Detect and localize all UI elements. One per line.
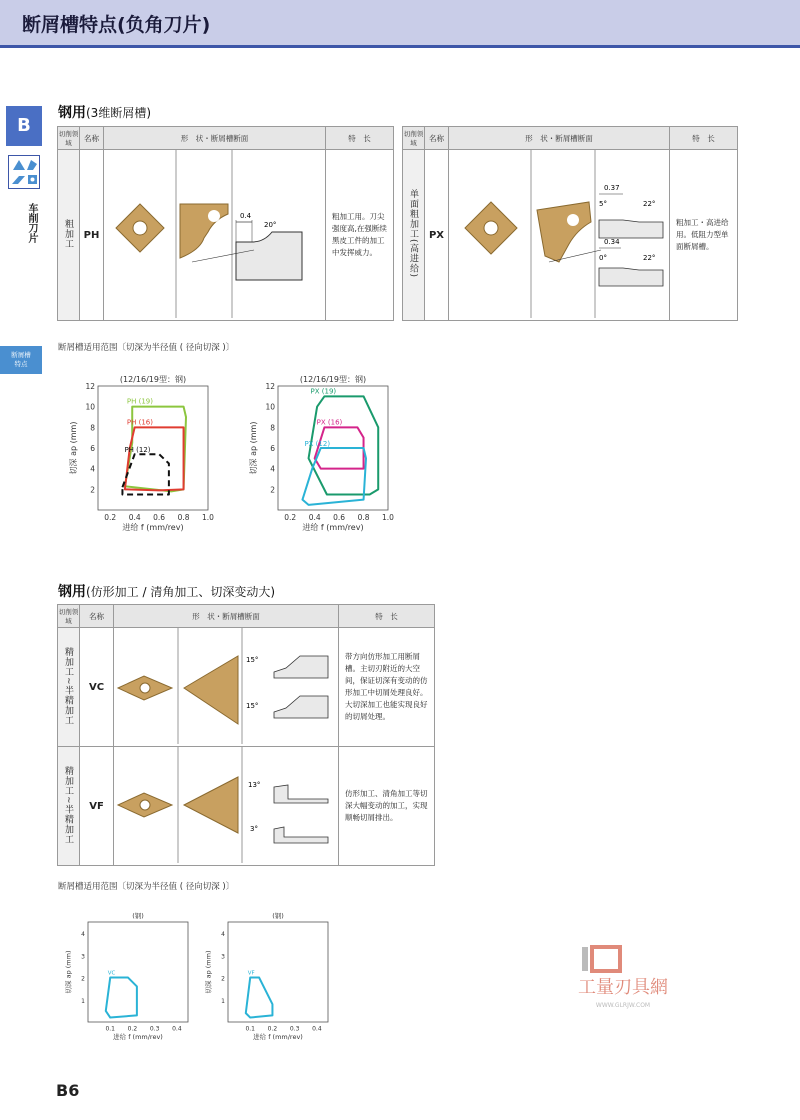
x-tick-label: 0.8 xyxy=(177,513,190,522)
series-label: PX (16) xyxy=(316,418,343,427)
series-label: PH (12) xyxy=(124,446,151,455)
vf-ang1: 13° xyxy=(248,781,261,789)
plot-frame xyxy=(98,386,208,510)
th-feature: 特 长 xyxy=(326,127,394,150)
ph-shape-figure xyxy=(104,150,325,318)
y-tick-label: 4 xyxy=(90,464,95,474)
section1-title xyxy=(58,102,151,122)
section1-title-main: 钢用 xyxy=(58,105,86,121)
x-tick-label: 0.6 xyxy=(333,513,346,522)
y-tick-label: 1 xyxy=(81,997,85,1005)
cell-shape xyxy=(114,628,339,747)
chart-title: (12/16/19型：钢) xyxy=(119,375,187,384)
vf-insert-closeup-icon xyxy=(184,777,238,833)
px-insert-icon xyxy=(465,202,517,254)
x-tick-label: 0.1 xyxy=(245,1025,255,1033)
side-tab-chipbreaker-label: 断屑槽特点 xyxy=(11,351,31,368)
x-tick-label: 1.0 xyxy=(382,513,394,522)
y-tick-label: 4 xyxy=(221,931,225,939)
side-tab-chipbreaker[interactable] xyxy=(0,346,42,374)
ph-dim-label: 0.4 xyxy=(240,212,252,220)
series-label: PH (16) xyxy=(126,418,153,427)
x-tick-label: 0.1 xyxy=(105,1025,115,1033)
px-feature: 粗加工・高进给用。低阻力型单面断屑槽。 xyxy=(670,150,738,321)
watermark xyxy=(548,945,698,1015)
px-ang2b: 22° xyxy=(643,254,656,262)
cell-shape xyxy=(449,150,670,321)
x-tick-label: 0.4 xyxy=(172,1025,182,1033)
field-label: 精加工~半精加工 xyxy=(63,765,73,845)
x-tick-label: 0.8 xyxy=(357,513,370,522)
x-tick-label: 0.2 xyxy=(104,513,117,522)
th-field: 切削领域 xyxy=(403,127,425,150)
px-insert-closeup-icon xyxy=(537,202,591,262)
section1-subtitle: (3维断屑槽) xyxy=(86,106,151,120)
y-tick-label: 6 xyxy=(90,444,95,453)
th-field: 切削领域 xyxy=(58,605,80,628)
side-label: 车削刀片 xyxy=(26,203,37,243)
vc-feature: 带方向仿形加工用断屑槽。主切刃附近的大空间，保证切深有变动的仿形加工中切屑处理良好。大切深加工也能实现良好的切屑处理。 xyxy=(339,628,435,747)
y-tick-label: 1 xyxy=(221,997,225,1005)
x-tick-label: 0.4 xyxy=(312,1025,322,1033)
section2-title-main: 钢用 xyxy=(58,584,86,600)
cell-name: PH xyxy=(80,150,104,321)
section2-subtitle: (仿形加工 / 清角加工、切深变动大) xyxy=(86,585,276,599)
y-axis-label: 切深 ap (mm) xyxy=(69,421,78,475)
x-tick-label: 0.3 xyxy=(289,1025,300,1033)
range-note-2: 断屑槽适用范围〔切深为半径值 ( 径向切深 )〕 xyxy=(58,882,235,892)
th-feature: 特 长 xyxy=(670,127,738,150)
ph-feature: 粗加工用。刀尖强度高,在强断续黑皮工件的加工中发挥威力。 xyxy=(326,150,394,321)
y-tick-label: 6 xyxy=(270,444,275,453)
chart-title: (钢) xyxy=(272,912,284,920)
px-ang1a: 5° xyxy=(599,200,607,208)
vf-cross-section xyxy=(248,781,328,843)
px-dim2: 0.34 xyxy=(604,238,620,246)
watermark-logo-icon xyxy=(592,947,620,971)
y-tick-label: 10 xyxy=(265,402,275,412)
x-tick-label: 0.4 xyxy=(308,513,321,522)
x-axis-label: 进给 f (mm/rev) xyxy=(302,523,364,532)
y-tick-label: 8 xyxy=(270,423,275,433)
px-range-chart xyxy=(236,370,396,542)
y-tick-label: 12 xyxy=(265,382,275,391)
px-ang1b: 22° xyxy=(643,200,656,208)
series-label: PX (12) xyxy=(304,440,331,448)
vc-range-chart xyxy=(56,908,196,1048)
plot-frame xyxy=(228,922,328,1022)
insert-shapes-icon xyxy=(8,155,40,189)
y-axis-label: 切深 ap (mm) xyxy=(249,421,258,475)
vc-shape-figure xyxy=(114,628,338,744)
page-title: 断屑槽特点(负角刀片) xyxy=(22,14,211,36)
vf-insert-icon xyxy=(118,793,172,817)
vc-ang2: 15° xyxy=(246,702,259,710)
th-shape: 形 状・断屑槽断面 xyxy=(114,605,339,628)
th-name: 名称 xyxy=(425,127,449,150)
x-axis-label: 进给 f (mm/rev) xyxy=(253,1033,303,1041)
ph-table xyxy=(57,126,394,321)
y-tick-label: 3 xyxy=(81,953,85,961)
x-axis-label: 进给 f (mm/rev) xyxy=(113,1033,163,1041)
series-label: PH (19) xyxy=(126,397,153,406)
cell-field xyxy=(58,747,80,866)
x-tick-label: 0.2 xyxy=(127,1025,138,1033)
th-name: 名称 xyxy=(80,605,114,628)
x-axis-label: 进给 f (mm/rev) xyxy=(122,523,184,532)
page-number: B6 xyxy=(56,1081,80,1100)
series-label: VC xyxy=(107,970,116,977)
th-name: 名称 xyxy=(80,127,104,150)
vc-cross-section xyxy=(246,656,328,718)
y-tick-label: 2 xyxy=(90,485,95,495)
vf-shape-figure xyxy=(114,747,338,863)
cell-name: VF xyxy=(80,747,114,866)
y-axis-label: 切深 ap (mm) xyxy=(64,950,73,994)
plot-frame xyxy=(88,922,188,1022)
y-tick-label: 8 xyxy=(90,423,95,433)
th-shape: 形 状・断屑槽断面 xyxy=(104,127,326,150)
vf-ang2: 3° xyxy=(250,825,258,833)
ph-insert-closeup-icon xyxy=(180,204,228,258)
th-field: 切削领域 xyxy=(58,127,80,150)
series-label: VF xyxy=(247,970,255,977)
px-table xyxy=(402,126,738,321)
chart-title: (12/16/19型：钢) xyxy=(299,375,367,384)
th-feature: 特 长 xyxy=(339,605,435,628)
chart-title: (钢) xyxy=(132,912,144,920)
cell-name: PX xyxy=(425,150,449,321)
vf-feature: 仿形加工、清角加工等切深大幅变动的加工，实现顺畅切屑排出。 xyxy=(339,747,435,866)
y-tick-label: 2 xyxy=(221,975,225,983)
y-axis-label: 切深 ap (mm) xyxy=(204,950,213,994)
cell-field xyxy=(58,150,80,321)
vf-range-chart xyxy=(196,908,336,1048)
px-ang2a: 0° xyxy=(599,254,607,262)
cell-shape xyxy=(114,747,339,866)
y-tick-label: 12 xyxy=(85,382,95,391)
y-tick-label: 4 xyxy=(270,464,275,474)
range-note-1: 断屑槽适用范围〔切深为半径值 ( 径向切深 )〕 xyxy=(58,343,235,353)
th-shape: 形 状・断屑槽断面 xyxy=(449,127,670,150)
px-dim1: 0.37 xyxy=(604,184,620,192)
field-label: 精加工~半精加工 xyxy=(63,646,73,726)
y-tick-label: 2 xyxy=(81,975,85,983)
series-label: PX (19) xyxy=(310,387,337,396)
vc-ang1: 15° xyxy=(246,656,259,664)
ph-insert-icon xyxy=(116,204,164,252)
x-tick-label: 0.2 xyxy=(284,513,297,522)
y-tick-label: 2 xyxy=(270,485,275,495)
vc-insert-icon xyxy=(118,676,172,700)
x-tick-label: 0.4 xyxy=(128,513,141,522)
cell-name: VC xyxy=(80,628,114,747)
y-tick-label: 4 xyxy=(81,931,85,939)
field-label: 单面粗加工(高进给) xyxy=(408,189,418,279)
section-tab-b[interactable]: B xyxy=(6,106,42,146)
y-tick-label: 10 xyxy=(85,402,95,412)
y-tick-label: 3 xyxy=(221,953,225,961)
x-tick-label: 0.6 xyxy=(153,513,166,522)
cell-shape xyxy=(104,150,326,321)
watermark-text: 工量刃具網 xyxy=(578,977,668,998)
vc-vf-table xyxy=(57,604,435,866)
section2-title xyxy=(58,581,275,601)
cell-field xyxy=(403,150,425,321)
px-cross-section-top xyxy=(599,184,663,238)
vc-insert-closeup-icon xyxy=(184,656,238,724)
x-tick-label: 0.3 xyxy=(149,1025,160,1033)
ph-angle-label: 20° xyxy=(264,221,277,229)
field-label: 粗加工 xyxy=(63,219,73,249)
watermark-url: WWW.GLRJW.COM xyxy=(595,1002,651,1009)
x-tick-label: 0.2 xyxy=(267,1025,278,1033)
x-tick-label: 1.0 xyxy=(202,513,214,522)
cell-field xyxy=(58,628,80,747)
px-shape-figure xyxy=(449,150,669,318)
ph-range-chart xyxy=(56,370,216,542)
